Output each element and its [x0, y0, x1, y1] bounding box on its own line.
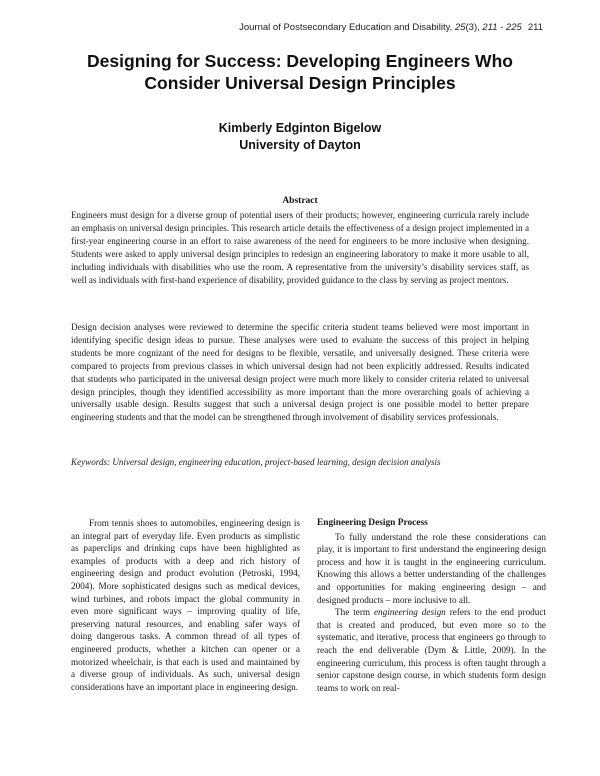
journal-issue: (3),	[465, 22, 483, 33]
keywords: Keywords: Universal design, engineering education, project-based learning, design decision analysis	[71, 457, 441, 467]
author-name: Kimberly Edginton Bigelow	[218, 121, 382, 135]
term-engineering-design: engineering design	[373, 607, 446, 618]
title-line-2: Consider Universal Design Principles	[144, 73, 456, 93]
design-process-paragraph-2	[317, 606, 546, 694]
left-column	[71, 517, 300, 693]
journal-name: Journal of Postsecondary Education and Disability,	[239, 22, 455, 33]
abstract-heading: Abstract	[282, 196, 318, 206]
abstract-paragraph-2: Design decision analyses were reviewed to determine the specific criteria student teams believed were most important in identifying specific design ideas to pursue. These analyses were used to evaluate the success of this project in helping students be more cognizant of the need for designs to be flexible, versatile, and universally designed. These criteria were compared to projects from previous classes in which universal design had not been explicitly addressed. Results indicated that students who participated in the universal design project were much more likely to consider criteria related to universal design principles, though they identified accessibility as more important than the more overarching goals of achieving a universally usable design. Results suggest that such a universal design project is one possible model to better prepare engineering students and that the model can be strengthened through involvement of disability services professionals.	[71, 322, 529, 423]
journal-volume: 25	[454, 22, 466, 33]
journal-pages: 211 - 225	[482, 22, 522, 33]
intro-paragraph: From tennis shoes to automobiles, engineering design is an integral part of everyday life. Even products as simplistic as paperclips and drinking cups have been highlighted as examples of products with a deep and rich history of engineering design and product evolution (Petroski, 1994, 2004). More sophisticated designs such as medical devices, wind turbines, and robots impact the global community in even more significant ways – improving quality of life, preserving natural resources, and enabling safer ways of doing dangerous tasks. A common thread of all types of engineered products, whether a kitchen can opener or a motorized wheelchair, is that each is used and maintained by a diverse group of individuals. As such, universal design considerations have an important place in engineering design.	[71, 518, 300, 692]
author-block	[60, 120, 540, 154]
running-header	[239, 22, 543, 33]
paragraph-text: The term	[335, 607, 374, 618]
author-affiliation: University of Dayton	[239, 138, 361, 152]
right-column	[317, 517, 546, 694]
title-line-1: Designing for Success: Developing Engineers Who	[87, 51, 513, 71]
article-title	[60, 50, 540, 94]
abstract-paragraph-1: Engineers must design for a diverse group of potential users of their products; however, engineering curricula rarely include an emphasis on universal design principles. This research article details the effectiveness of a design project implemented in a first-year engineering course in an effort to raise awareness of the need for engineers to be more inclusive when designing. Students were asked to apply universal design principles to redesign an engineering laboratory to make it more usable to all, including individuals with disabilities who use the room. A representative from the university’s disability services staff, as well as individuals with first-hand experience of disability, provided guidance to the class by serving as project mentors.	[71, 210, 529, 285]
paragraph-text: refers to the end product that is created and produced, but even more so to the systematic, and iterative, process that engineers go through to reach the end deliverable (Dym & Little, 2009). In the engineering curriculum, this process is often taught through a senior capstone design course, in which students form design teams to work on real-	[317, 607, 546, 693]
section-heading: Engineering Design Process	[317, 518, 428, 528]
design-process-paragraph-1: To fully understand the role these considerations can play, it is important to first understand the engineering design process and how it is taught in the engineering curriculum. Knowing this allows a better understanding of the challenges and opportunities for making engineering design – and designed products – more inclusive to all.	[317, 531, 546, 605]
page-number: 211	[527, 22, 543, 33]
